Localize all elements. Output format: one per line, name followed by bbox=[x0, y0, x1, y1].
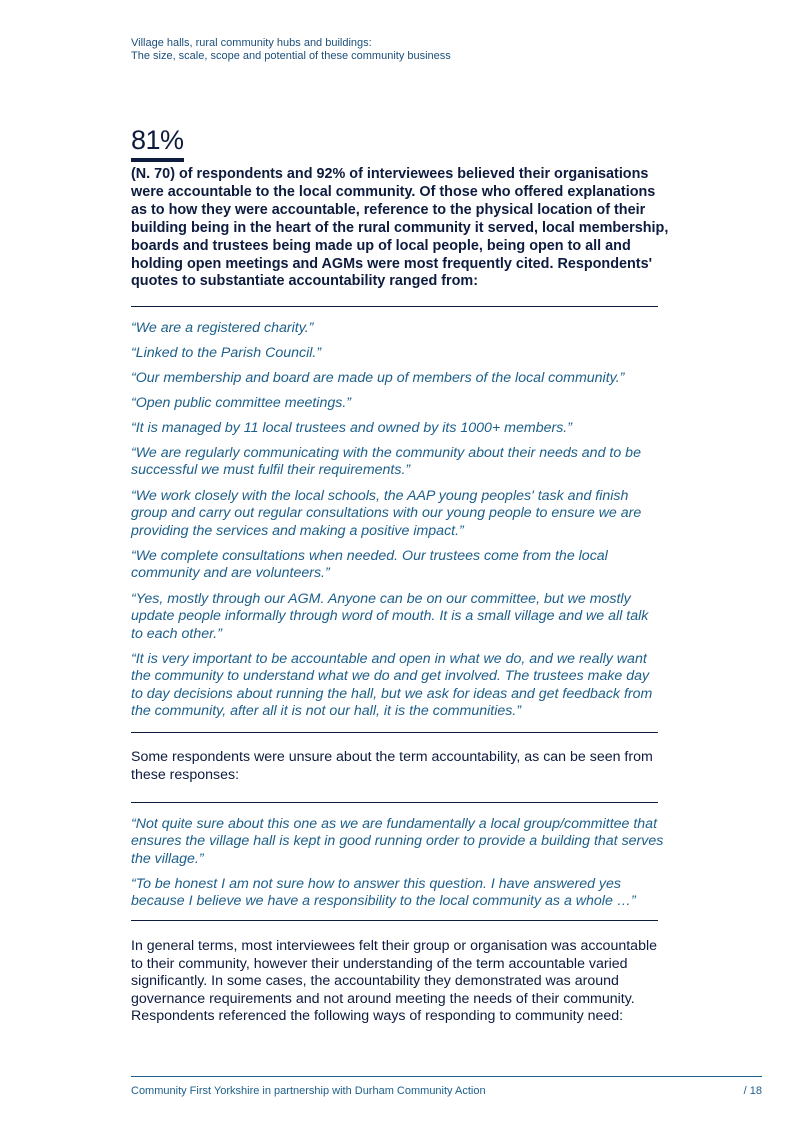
quote-line: because I believe we have a responsibility to the local community as a whole …” bbox=[131, 893, 636, 910]
divider-rule bbox=[131, 306, 658, 307]
paragraph-line: governance requirements and not around meeting the needs of their community. bbox=[131, 990, 635, 1007]
quote-line: “It is very important to be accountable and open in what we do, and we really want bbox=[131, 651, 647, 667]
paragraph-line: to their community, however their understanding of the term accountable varied bbox=[131, 955, 628, 972]
quote-line: “Our membership and board are made up of members of the local community.” bbox=[131, 370, 625, 386]
quote-2 bbox=[131, 345, 671, 362]
quote-line: “We are a registered charity.” bbox=[131, 320, 314, 336]
unsure-quote-2 bbox=[131, 876, 671, 911]
footer-publisher: Community First Yorkshire in partnership with Durham Community Action bbox=[131, 1085, 486, 1097]
running-header-line-1: Village halls, rural community hubs and buildings: bbox=[131, 37, 372, 49]
lead-line: were accountable to the local community. Of those who offered explanations bbox=[131, 183, 656, 200]
paragraph-line: In general terms, most interviewees felt their group or organisation was accountable bbox=[131, 938, 657, 954]
quote-line: “We complete consultations when needed. Our trustees come from the local bbox=[131, 548, 608, 564]
statistic-underline bbox=[131, 158, 184, 162]
quote-line: to each other.” bbox=[131, 625, 222, 642]
quote-line: to day decisions about running the hall, but we ask for ideas and get feedback from bbox=[131, 685, 653, 702]
running-header bbox=[131, 37, 451, 63]
paragraph-line: significantly. In some cases, the accountability they demonstrated was around bbox=[131, 973, 619, 989]
quote-line: “Open public committee meetings.” bbox=[131, 395, 351, 411]
divider-rule bbox=[131, 732, 658, 733]
paragraph-line: Respondents referenced the following ways of responding to community need: bbox=[131, 1008, 624, 1024]
lead-line: (N. 70) of respondents and 92% of interviewees believed their organisations bbox=[131, 166, 649, 182]
quote-line: “We are regularly communicating with the community about their needs and to be bbox=[131, 445, 641, 461]
quote-line: “Yes, mostly through our AGM. Anyone can be on our committee, but we mostly bbox=[131, 591, 631, 607]
quote-3 bbox=[131, 370, 671, 387]
quote-line: the community, after all it is not our hall, it is the communities.” bbox=[131, 702, 522, 719]
quote-line: update people informally through word of mouth. It is a small village and we all talk bbox=[131, 608, 649, 625]
divider-rule bbox=[131, 920, 658, 921]
paragraph-line: these responses: bbox=[131, 766, 240, 783]
general-paragraph bbox=[131, 938, 671, 1026]
quote-9 bbox=[131, 591, 671, 643]
quote-8 bbox=[131, 548, 671, 583]
unsure-quote-1 bbox=[131, 816, 671, 868]
quote-6 bbox=[131, 445, 671, 480]
quote-line: community and are volunteers.” bbox=[131, 565, 330, 582]
lead-line: as to how they were accountable, reference to the physical location of their bbox=[131, 201, 646, 218]
unsure-paragraph bbox=[131, 749, 671, 784]
lead-paragraph bbox=[131, 166, 669, 291]
running-header-line-2: The size, scale, scope and potential of these community business bbox=[131, 50, 451, 62]
quote-line: “Linked to the Parish Council.” bbox=[131, 345, 322, 361]
lead-line: building being in the heart of the rural community it served, local membership, bbox=[131, 219, 669, 236]
quote-line: the village.” bbox=[131, 850, 204, 867]
quote-line: “We work closely with the local schools, the AAP young peoples' task and finish bbox=[131, 488, 629, 504]
lead-line: quotes to substantiate accountability ranged from: bbox=[131, 273, 479, 290]
quote-line: providing the services and making a positive impact.” bbox=[131, 522, 464, 539]
quote-7 bbox=[131, 488, 671, 540]
key-statistic: 81% bbox=[131, 125, 184, 155]
quote-line: “To be honest I am not sure how to answer this question. I have answered yes bbox=[131, 876, 622, 892]
quote-line: ensures the village hall is kept in good running order to provide a building that serves bbox=[131, 833, 664, 850]
divider-rule bbox=[131, 802, 658, 803]
quote-line: the community to understand what we do and get involved. The trustees make day bbox=[131, 668, 650, 685]
quote-5 bbox=[131, 420, 671, 437]
quote-10 bbox=[131, 651, 671, 720]
quote-line: group and carry out regular consultations with our young people to ensure we are bbox=[131, 505, 642, 522]
quote-4 bbox=[131, 395, 671, 412]
quote-line: successful we must fulfil their requirements.” bbox=[131, 462, 411, 479]
quote-line: “Not quite sure about this one as we are fundamentally a local group/committee that bbox=[131, 816, 658, 832]
page-number: / 18 bbox=[743, 1085, 762, 1097]
footer-rule bbox=[131, 1076, 762, 1077]
quote-line: “It is managed by 11 local trustees and owned by its 1000+ members.” bbox=[131, 420, 572, 436]
lead-line: boards and trustees being made up of local people, being open to all and bbox=[131, 237, 631, 254]
lead-line: holding open meetings and AGMs were most frequently cited. Respondents' bbox=[131, 255, 653, 272]
paragraph-line: Some respondents were unsure about the term accountability, as can be seen from bbox=[131, 749, 653, 765]
quote-1 bbox=[131, 320, 671, 337]
